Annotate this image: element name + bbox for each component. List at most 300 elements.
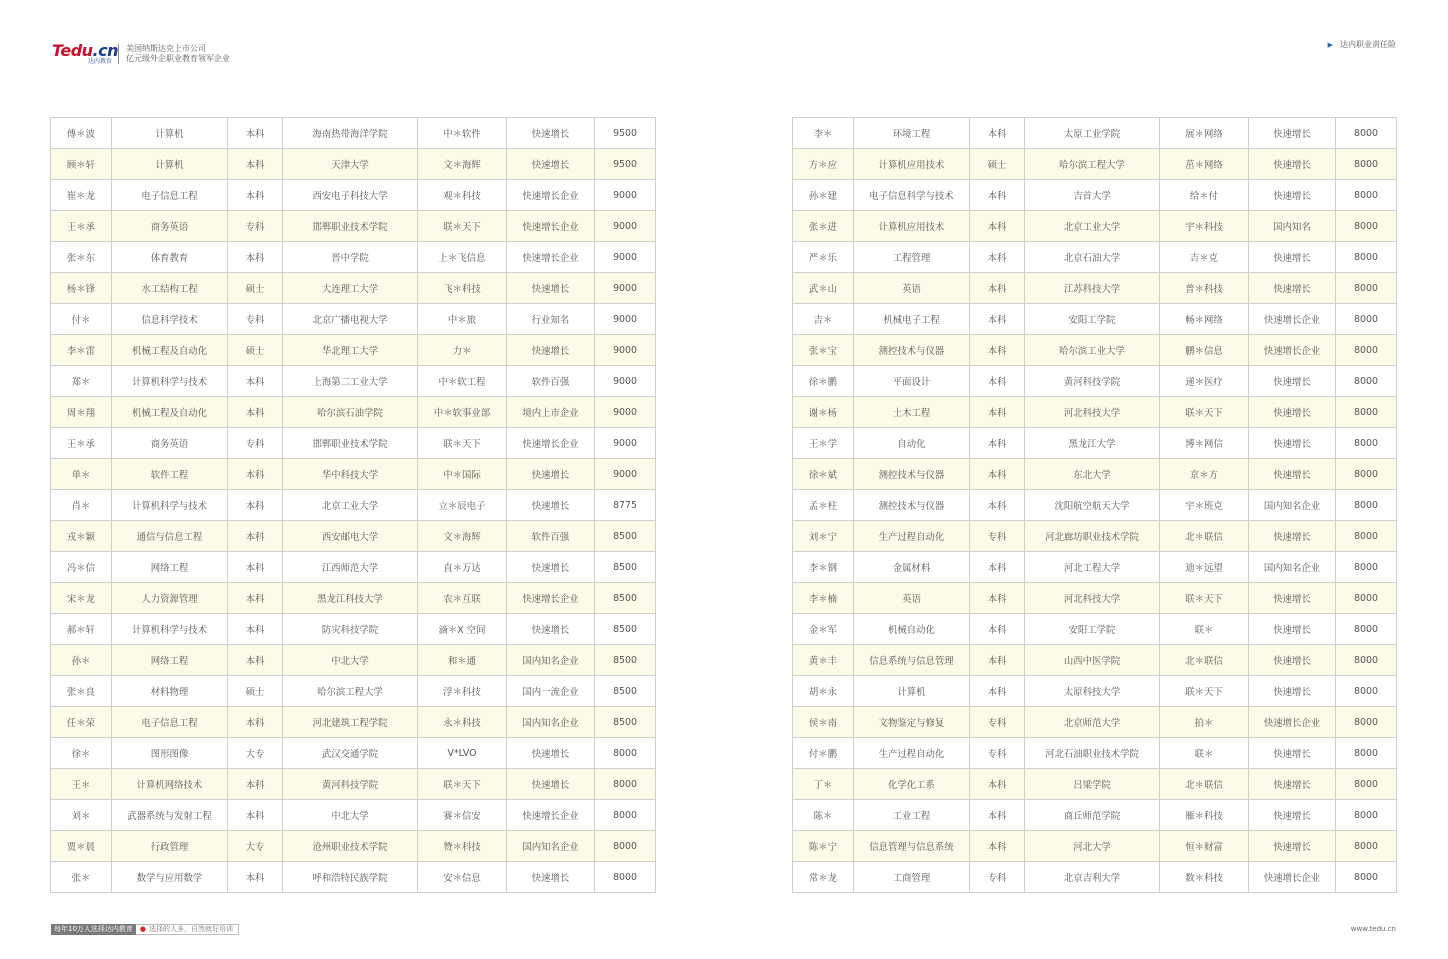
company-cell: 宇＊科技 [1160, 211, 1249, 242]
company-type-cell: 快速增长企业 [1249, 304, 1336, 335]
company-cell: 联＊ [1160, 738, 1249, 769]
salary-cell: 9000 [595, 211, 656, 242]
company-cell: 上＊飞信息 [418, 242, 507, 273]
student-name-cell: 任＊荣 [51, 707, 112, 738]
table-row [793, 831, 1397, 862]
salary-cell: 8000 [1336, 707, 1397, 738]
major-cell: 英语 [854, 273, 970, 304]
table-row [793, 459, 1397, 490]
student-name-cell: 刘＊宁 [793, 521, 854, 552]
major-cell: 工业工程 [854, 800, 970, 831]
school-cell: 邯郸职业技术学院 [283, 428, 418, 459]
school-cell: 河北石油职业技术学院 [1025, 738, 1160, 769]
school-cell: 哈尔滨工程大学 [283, 676, 418, 707]
student-name-cell: 李＊钢 [793, 552, 854, 583]
major-cell: 计算机 [112, 149, 228, 180]
school-cell: 黄河科技学院 [1025, 366, 1160, 397]
degree-cell: 本科 [228, 459, 283, 490]
footer-url[interactable]: www.tedu.cn [1350, 925, 1396, 933]
header-section-label [1328, 39, 1396, 50]
student-name-cell: 郑＊ [51, 366, 112, 397]
salary-cell: 8775 [595, 490, 656, 521]
major-cell: 计算机网络技术 [112, 769, 228, 800]
salary-cell: 8000 [1336, 614, 1397, 645]
company-cell: 永＊科技 [418, 707, 507, 738]
company-type-cell: 快速增长 [507, 862, 595, 893]
major-cell: 机械工程及自动化 [112, 335, 228, 366]
salary-cell: 8000 [1336, 149, 1397, 180]
company-cell: 畅＊网络 [1160, 304, 1249, 335]
salary-cell: 8000 [1336, 180, 1397, 211]
table-row [51, 273, 656, 304]
major-cell: 测控技术与仪器 [854, 459, 970, 490]
company-cell: 联＊天下 [1160, 583, 1249, 614]
table-row [51, 769, 656, 800]
company-type-cell: 快速增长企业 [1249, 862, 1336, 893]
school-cell: 北京师范大学 [1025, 707, 1160, 738]
salary-cell: 8000 [1336, 459, 1397, 490]
salary-cell: 8000 [1336, 676, 1397, 707]
degree-cell: 本科 [970, 242, 1025, 273]
student-name-cell: 常＊龙 [793, 862, 854, 893]
major-cell: 体育教育 [112, 242, 228, 273]
table-row [51, 180, 656, 211]
salary-cell: 8000 [1336, 242, 1397, 273]
company-type-cell: 国内知名企业 [1249, 552, 1336, 583]
degree-cell: 本科 [970, 800, 1025, 831]
header-divider [118, 44, 119, 64]
table-row [793, 707, 1397, 738]
school-cell: 哈尔滨工业大学 [1025, 335, 1160, 366]
tagline-line-2: 亿元级外企职业教育领军企业 [126, 54, 230, 63]
degree-cell: 本科 [970, 769, 1025, 800]
company-type-cell: 国内知名 [1249, 211, 1336, 242]
student-name-cell: 王＊承 [51, 428, 112, 459]
salary-cell: 9000 [595, 180, 656, 211]
company-type-cell: 快速增长 [1249, 428, 1336, 459]
school-cell: 山西中医学院 [1025, 645, 1160, 676]
table-row [793, 862, 1397, 893]
company-type-cell: 行业知名 [507, 304, 595, 335]
degree-cell: 专科 [228, 304, 283, 335]
student-name-cell: 孟＊柱 [793, 490, 854, 521]
company-cell: 北＊联信 [1160, 645, 1249, 676]
company-type-cell: 快速增长 [1249, 180, 1336, 211]
school-cell: 黑龙江大学 [1025, 428, 1160, 459]
company-cell: 鹏＊信息 [1160, 335, 1249, 366]
logo-subtext: 达内教育 [87, 58, 112, 65]
student-name-cell: 李＊楠 [793, 583, 854, 614]
table-row [51, 800, 656, 831]
school-cell: 黄河科技学院 [283, 769, 418, 800]
degree-cell: 本科 [970, 831, 1025, 862]
student-name-cell: 冯＊信 [51, 552, 112, 583]
company-cell: 中＊软事业部 [418, 397, 507, 428]
school-cell: 大连理工大学 [283, 273, 418, 304]
table-row [51, 335, 656, 366]
degree-cell: 本科 [970, 211, 1025, 242]
company-type-cell: 快速增长企业 [1249, 707, 1336, 738]
student-name-cell: 戎＊颖 [51, 521, 112, 552]
school-cell: 华北理工大学 [283, 335, 418, 366]
footer-slogan-light: 选择的人多，自然就好培训 [149, 925, 234, 933]
table-row [793, 521, 1397, 552]
major-cell: 信息管理与信息系统 [854, 831, 970, 862]
salary-cell: 8000 [595, 831, 656, 862]
student-name-cell: 孙＊建 [793, 180, 854, 211]
company-cell: 数＊科技 [1160, 862, 1249, 893]
degree-cell: 本科 [228, 366, 283, 397]
table-row [51, 118, 656, 149]
salary-cell: 8000 [595, 738, 656, 769]
major-cell: 电子信息工程 [112, 707, 228, 738]
degree-cell: 本科 [228, 800, 283, 831]
student-name-cell: 谢＊杨 [793, 397, 854, 428]
major-cell: 计算机科学与技术 [112, 614, 228, 645]
major-cell: 商务英语 [112, 211, 228, 242]
company-cell: 立＊辰电子 [418, 490, 507, 521]
degree-cell: 专科 [970, 738, 1025, 769]
table-row [51, 707, 656, 738]
company-type-cell: 快速增长 [1249, 645, 1336, 676]
degree-cell: 本科 [970, 645, 1025, 676]
degree-cell: 本科 [228, 149, 283, 180]
company-type-cell: 快速增长企业 [507, 800, 595, 831]
major-cell: 商务英语 [112, 428, 228, 459]
company-cell: 北＊联信 [1160, 521, 1249, 552]
company-cell: 茁＊网络 [1160, 149, 1249, 180]
school-cell: 中北大学 [283, 645, 418, 676]
table-row [793, 769, 1397, 800]
school-cell: 河北建筑工程学院 [283, 707, 418, 738]
employment-table-left-body [51, 118, 656, 893]
student-name-cell: 肖＊ [51, 490, 112, 521]
student-name-cell: 丁＊ [793, 769, 854, 800]
student-name-cell: 王＊承 [51, 211, 112, 242]
degree-cell: 本科 [970, 304, 1025, 335]
degree-cell: 本科 [228, 552, 283, 583]
salary-cell: 8500 [595, 521, 656, 552]
table-row [793, 614, 1397, 645]
school-cell: 天津大学 [283, 149, 418, 180]
salary-cell: 8500 [595, 583, 656, 614]
student-name-cell: 黄＊丰 [793, 645, 854, 676]
salary-cell: 8000 [1336, 831, 1397, 862]
company-cell: 农＊互联 [418, 583, 507, 614]
student-name-cell: 徐＊斌 [793, 459, 854, 490]
company-type-cell: 快速增长 [507, 769, 595, 800]
school-cell: 河北大学 [1025, 831, 1160, 862]
student-name-cell: 金＊军 [793, 614, 854, 645]
degree-cell: 硕士 [228, 676, 283, 707]
company-type-cell: 快速增长 [507, 614, 595, 645]
salary-cell: 8500 [595, 707, 656, 738]
company-cell: 浮＊科技 [418, 676, 507, 707]
triangle-bullet-icon: ▶ [1327, 40, 1333, 49]
company-type-cell: 国内一流企业 [507, 676, 595, 707]
degree-cell: 本科 [228, 769, 283, 800]
company-cell: 博＊网信 [1160, 428, 1249, 459]
company-cell: 恒＊财富 [1160, 831, 1249, 862]
student-name-cell: 周＊翔 [51, 397, 112, 428]
degree-cell: 本科 [970, 428, 1025, 459]
student-name-cell: 刘＊ [51, 800, 112, 831]
company-cell: 直＊万达 [418, 552, 507, 583]
salary-cell: 8000 [1336, 118, 1397, 149]
salary-cell: 9000 [595, 335, 656, 366]
employment-table-right-body [793, 118, 1397, 893]
company-type-cell: 快速增长 [1249, 366, 1336, 397]
major-cell: 机械电子工程 [854, 304, 970, 335]
company-type-cell: 快速增长 [507, 118, 595, 149]
company-type-cell: 快速增长 [507, 273, 595, 304]
tedu-logo[interactable] [52, 41, 118, 65]
student-name-cell: 贾＊晨 [51, 831, 112, 862]
company-type-cell: 快速增长企业 [507, 180, 595, 211]
table-row [793, 273, 1397, 304]
company-cell: V*LVO [418, 738, 507, 769]
school-cell: 西安邮电大学 [283, 521, 418, 552]
major-cell: 水工结构工程 [112, 273, 228, 304]
student-name-cell: 严＊乐 [793, 242, 854, 273]
major-cell: 信息系统与信息管理 [854, 645, 970, 676]
major-cell: 平面设计 [854, 366, 970, 397]
degree-cell: 本科 [228, 645, 283, 676]
table-row [51, 552, 656, 583]
student-name-cell: 武＊山 [793, 273, 854, 304]
degree-cell: 本科 [228, 118, 283, 149]
school-cell: 武汉交通学院 [283, 738, 418, 769]
company-type-cell: 快速增长 [1249, 831, 1336, 862]
school-cell: 晋中学院 [283, 242, 418, 273]
salary-cell: 8000 [1336, 800, 1397, 831]
school-cell: 北京广播电视大学 [283, 304, 418, 335]
student-name-cell: 徐＊ [51, 738, 112, 769]
major-cell: 软件工程 [112, 459, 228, 490]
company-type-cell: 快速增长 [1249, 583, 1336, 614]
table-row [51, 459, 656, 490]
table-row [51, 831, 656, 862]
footer-slogan [51, 924, 239, 935]
degree-cell: 本科 [970, 397, 1025, 428]
degree-cell: 本科 [970, 490, 1025, 521]
company-cell: 力＊ [418, 335, 507, 366]
major-cell: 图形图像 [112, 738, 228, 769]
salary-cell: 8000 [1336, 366, 1397, 397]
company-type-cell: 快速增长 [1249, 676, 1336, 707]
major-cell: 网络工程 [112, 645, 228, 676]
school-cell: 河北工程大学 [1025, 552, 1160, 583]
major-cell: 生产过程自动化 [854, 738, 970, 769]
degree-cell: 大专 [228, 738, 283, 769]
school-cell: 吕梁学院 [1025, 769, 1160, 800]
student-name-cell: 徐＊鹏 [793, 366, 854, 397]
company-type-cell: 快速增长 [507, 149, 595, 180]
degree-cell: 大专 [228, 831, 283, 862]
school-cell: 中北大学 [283, 800, 418, 831]
company-cell: 赛＊信安 [418, 800, 507, 831]
company-cell: 宇＊班克 [1160, 490, 1249, 521]
student-name-cell: 陈＊宁 [793, 831, 854, 862]
school-cell: 太原工业学院 [1025, 118, 1160, 149]
salary-cell: 9000 [595, 273, 656, 304]
company-cell: 联＊天下 [418, 428, 507, 459]
degree-cell: 硕士 [228, 273, 283, 304]
school-cell: 华中科技大学 [283, 459, 418, 490]
table-row [51, 304, 656, 335]
company-cell: 展＊网络 [1160, 118, 1249, 149]
header-tagline [126, 44, 230, 64]
school-cell: 江西师范大学 [283, 552, 418, 583]
salary-cell: 8000 [1336, 490, 1397, 521]
school-cell: 安阳工学院 [1025, 614, 1160, 645]
salary-cell: 8000 [1336, 738, 1397, 769]
student-name-cell: 胡＊永 [793, 676, 854, 707]
salary-cell: 8500 [595, 676, 656, 707]
salary-cell: 9000 [595, 304, 656, 335]
school-cell: 河北科技大学 [1025, 583, 1160, 614]
major-cell: 机械自动化 [854, 614, 970, 645]
student-name-cell: 付＊鹏 [793, 738, 854, 769]
major-cell: 网络工程 [112, 552, 228, 583]
student-name-cell: 李＊雷 [51, 335, 112, 366]
degree-cell: 本科 [970, 676, 1025, 707]
company-cell: 赞＊科技 [418, 831, 507, 862]
table-row [51, 428, 656, 459]
company-type-cell: 快速增长 [507, 459, 595, 490]
degree-cell: 本科 [970, 118, 1025, 149]
degree-cell: 专科 [228, 211, 283, 242]
major-cell: 信息科学技术 [112, 304, 228, 335]
table-row [51, 211, 656, 242]
company-type-cell: 快速增长 [1249, 459, 1336, 490]
degree-cell: 本科 [228, 180, 283, 211]
school-cell: 北京工业大学 [283, 490, 418, 521]
major-cell: 计算机科学与技术 [112, 490, 228, 521]
major-cell: 电子信息科学与技术 [854, 180, 970, 211]
student-name-cell: 傅＊波 [51, 118, 112, 149]
degree-cell: 本科 [228, 862, 283, 893]
major-cell: 电子信息工程 [112, 180, 228, 211]
section-label-text: 达内职业责任险 [1340, 40, 1396, 49]
salary-cell: 8000 [595, 862, 656, 893]
logo-text: Tedu [52, 41, 93, 60]
salary-cell: 8000 [1336, 862, 1397, 893]
red-dot-icon: ● [139, 925, 147, 933]
table-row [793, 304, 1397, 335]
major-cell: 计算机 [854, 676, 970, 707]
degree-cell: 本科 [228, 242, 283, 273]
company-cell: 和＊通 [418, 645, 507, 676]
degree-cell: 本科 [970, 180, 1025, 211]
table-row [793, 490, 1397, 521]
company-type-cell: 快速增长企业 [507, 428, 595, 459]
degree-cell: 本科 [228, 521, 283, 552]
salary-cell: 8000 [1336, 521, 1397, 552]
school-cell: 沈阳航空航天大学 [1025, 490, 1160, 521]
student-name-cell: 王＊学 [793, 428, 854, 459]
school-cell: 哈尔滨石油学院 [283, 397, 418, 428]
school-cell: 东北大学 [1025, 459, 1160, 490]
table-row [793, 676, 1397, 707]
major-cell: 数学与应用数学 [112, 862, 228, 893]
company-type-cell: 快速增长 [1249, 614, 1336, 645]
degree-cell: 本科 [228, 490, 283, 521]
company-type-cell: 快速增长 [507, 490, 595, 521]
salary-cell: 8000 [1336, 397, 1397, 428]
table-row [793, 366, 1397, 397]
company-type-cell: 快速增长 [1249, 118, 1336, 149]
company-cell: 中＊国际 [418, 459, 507, 490]
salary-cell: 8500 [595, 614, 656, 645]
table-row [51, 614, 656, 645]
major-cell: 环境工程 [854, 118, 970, 149]
table-row [51, 583, 656, 614]
school-cell: 海南热带海洋学院 [283, 118, 418, 149]
salary-cell: 9000 [595, 366, 656, 397]
degree-cell: 本科 [970, 335, 1025, 366]
company-cell: 中＊软工程 [418, 366, 507, 397]
company-type-cell: 快速增长 [1249, 800, 1336, 831]
student-name-cell: 崔＊龙 [51, 180, 112, 211]
student-name-cell: 李＊ [793, 118, 854, 149]
table-row [51, 862, 656, 893]
footer-slogan-light-box [136, 924, 239, 935]
student-name-cell: 侯＊南 [793, 707, 854, 738]
major-cell: 材料物理 [112, 676, 228, 707]
school-cell: 邯郸职业技术学院 [283, 211, 418, 242]
table-row [51, 366, 656, 397]
salary-cell: 8000 [1336, 552, 1397, 583]
company-cell: 滴＊X 空间 [418, 614, 507, 645]
company-type-cell: 快速增长 [1249, 273, 1336, 304]
student-name-cell: 孙＊ [51, 645, 112, 676]
company-type-cell: 快速增长 [507, 552, 595, 583]
company-cell: 联＊天下 [418, 769, 507, 800]
student-name-cell: 张＊宝 [793, 335, 854, 366]
company-type-cell: 快速增长 [1249, 738, 1336, 769]
major-cell: 生产过程自动化 [854, 521, 970, 552]
major-cell: 计算机应用技术 [854, 149, 970, 180]
school-cell: 防灾科技学院 [283, 614, 418, 645]
table-row [51, 149, 656, 180]
company-cell: 北＊联信 [1160, 769, 1249, 800]
school-cell: 沧州职业技术学院 [283, 831, 418, 862]
major-cell: 测控技术与仪器 [854, 335, 970, 366]
company-type-cell: 国内知名企业 [507, 707, 595, 738]
salary-cell: 9500 [595, 118, 656, 149]
student-name-cell: 陈＊ [793, 800, 854, 831]
school-cell: 黑龙江科技大学 [283, 583, 418, 614]
company-type-cell: 快速增长企业 [507, 242, 595, 273]
table-row [793, 149, 1397, 180]
company-cell: 京＊方 [1160, 459, 1249, 490]
major-cell: 武器系统与发射工程 [112, 800, 228, 831]
company-cell: 给＊付 [1160, 180, 1249, 211]
degree-cell: 硕士 [228, 335, 283, 366]
company-cell: 普＊科技 [1160, 273, 1249, 304]
student-name-cell: 张＊进 [793, 211, 854, 242]
major-cell: 通信与信息工程 [112, 521, 228, 552]
company-type-cell: 快速增长 [1249, 521, 1336, 552]
major-cell: 工商管理 [854, 862, 970, 893]
school-cell: 北京工业大学 [1025, 211, 1160, 242]
salary-cell: 8000 [595, 800, 656, 831]
header-brand [52, 42, 230, 66]
major-cell: 计算机科学与技术 [112, 366, 228, 397]
table-row [793, 800, 1397, 831]
school-cell: 江苏科技大学 [1025, 273, 1160, 304]
